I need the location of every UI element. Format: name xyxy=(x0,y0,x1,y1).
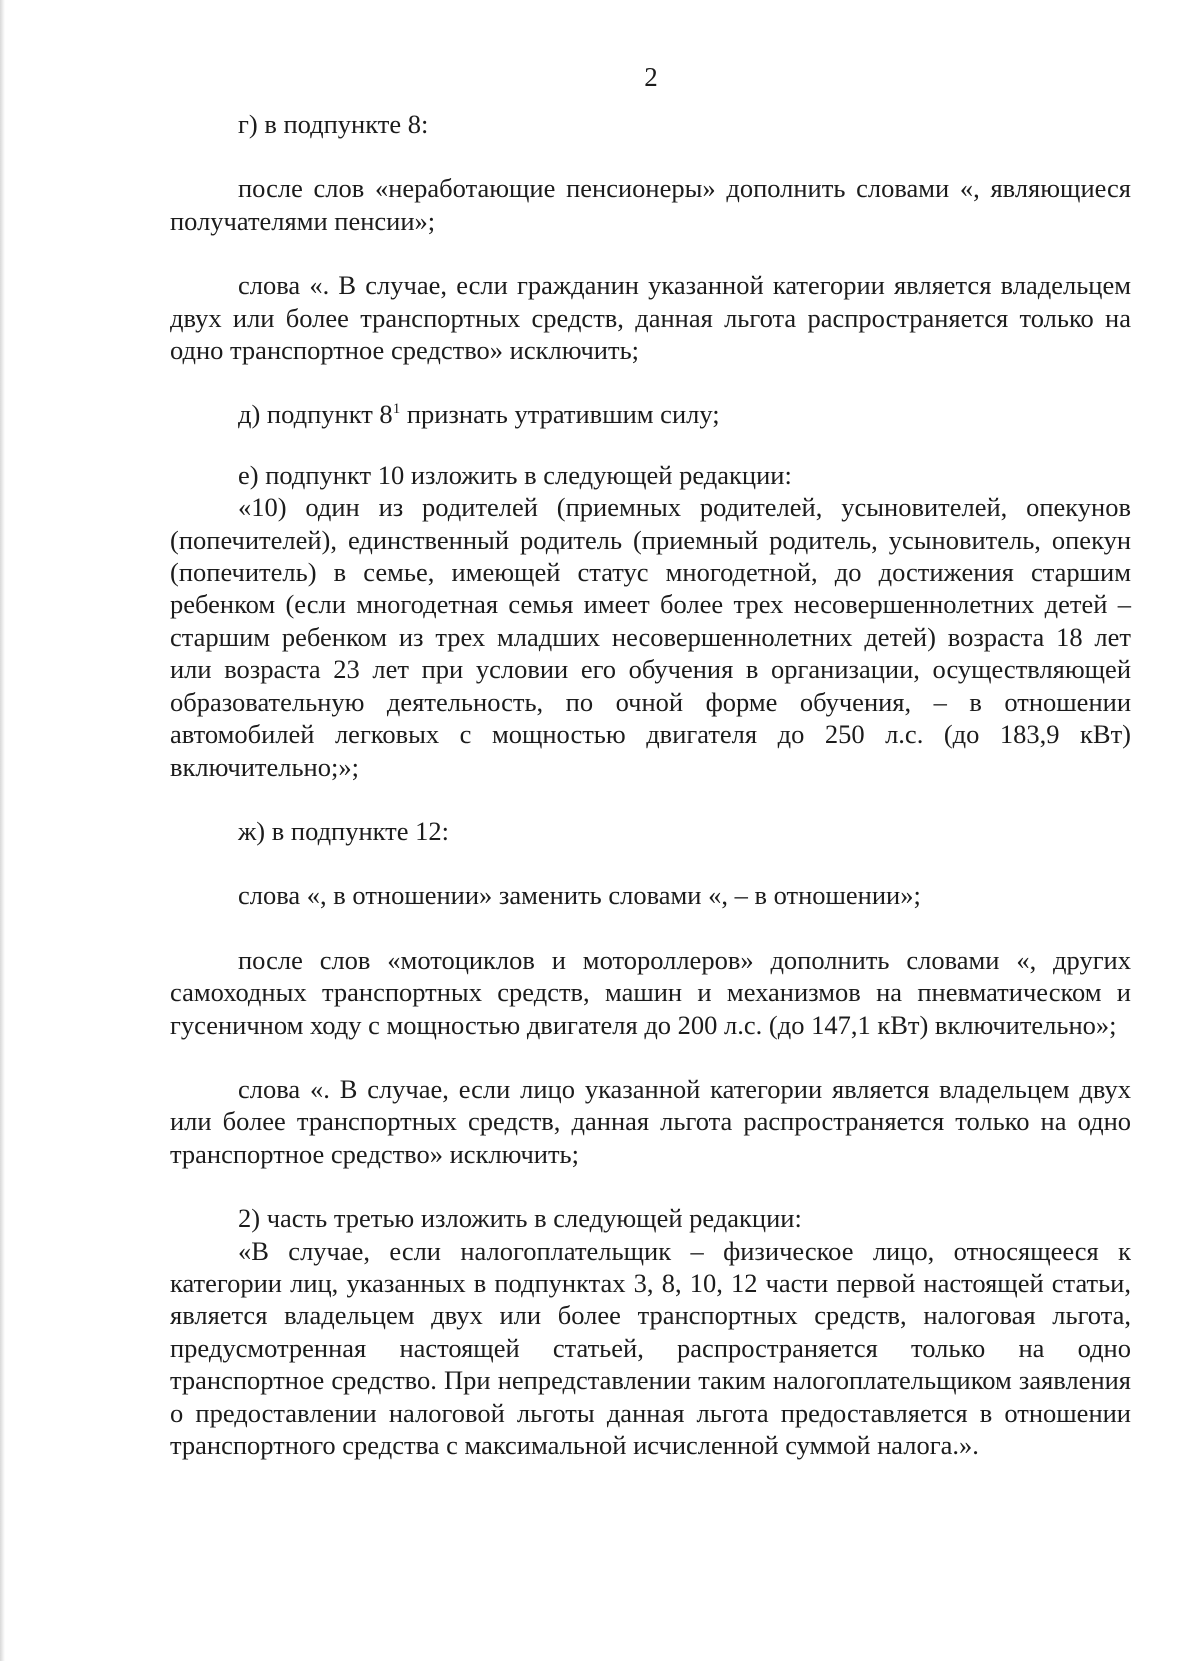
paragraph-part-three-text: «В случае, если налогоплательщик – физическое лицо, относящееся к категории лиц, указанных в подпунктах 3, 8, 10, 12 части первой настоящей статьи, является владельцем двух или более транспортных средств, налоговая льгота, предусмотренная настоящей статьей, распространяется только на одно транспортное средство. При непредставлении таким налогоплательщиком заявления о предоставлении налоговой льготы данная льгота предоставляется в отношении транспортного средства с максимальной исчисленной суммой налога.». xyxy=(170,1235,1131,1460)
paragraph-item-zh: ж) в подпункте 12: xyxy=(238,815,450,846)
item-d-text-end: признать утратившим силу; xyxy=(400,399,720,430)
item-d-superscript: 1 xyxy=(392,401,401,418)
paragraph-replace-words: слова «, в отношении» заменить словами «, – в отношении»; xyxy=(238,880,921,911)
paragraph-item-g: г) в подпункте 8: xyxy=(238,109,429,139)
paragraph-remove-sentence-2: слова «. В случае, если лицо указанной категории является владельцем двух или более транспортных средств, данная льгота распространяется только на одно транспортное средство» исключить; xyxy=(170,1073,1131,1169)
paragraph-subitem-10-text: «10) один из родителей (приемных родителей, усыновителей, опекунов (попечителей), единственный родитель (приемный родитель, усыновитель, опекун (попечитель) в семье, имеющей статус многодетной, до достижения старшим ребенком (если многодетная семья имеет более трех несовершеннолетних детей – старшим ребенком из трех младших несовершеннолетних детей) возраста 18 лет или возраста 23 лет при условии его обучения в организации, осуществляющей образовательную деятельность, по очной форме обучения, – в отношении автомобилей легковых с мощностью двигателя до 250 л.с. (до 183,9 кВт) включительно;»; xyxy=(170,492,1131,782)
paragraph-add-vehicles: после слов «мотоциклов и мотороллеров» дополнить словами «, других самоходных транспортных средств, машин и механизмов на пневматическом и гусеничном ходу с мощностью двигателя до 200 л.с. (до 147,1 кВт) включительно»; xyxy=(170,944,1131,1040)
paragraph-item-e: е) подпункт 10 изложить в следующей редакции: xyxy=(238,459,792,490)
paragraph-part-three: 2) часть третью изложить в следующей редакции: xyxy=(238,1203,802,1234)
document-body xyxy=(170,108,1131,1461)
paragraph-remove-sentence: слова «. В случае, если гражданин указанной категории является владельцем двух или более транспортных средств, данная льгота распространяется только на одно транспортное средство» исключить; xyxy=(170,270,1131,366)
item-d-text-start: д) подпункт 8 xyxy=(238,399,393,430)
page-number: 2 xyxy=(644,62,658,92)
scan-edge xyxy=(0,0,5,1661)
paragraph-item-d xyxy=(170,398,1131,430)
paragraph-add-words: после слов «неработающие пенсионеры» дополнить словами «, являющиеся получателями пенсии»; xyxy=(170,173,1131,236)
